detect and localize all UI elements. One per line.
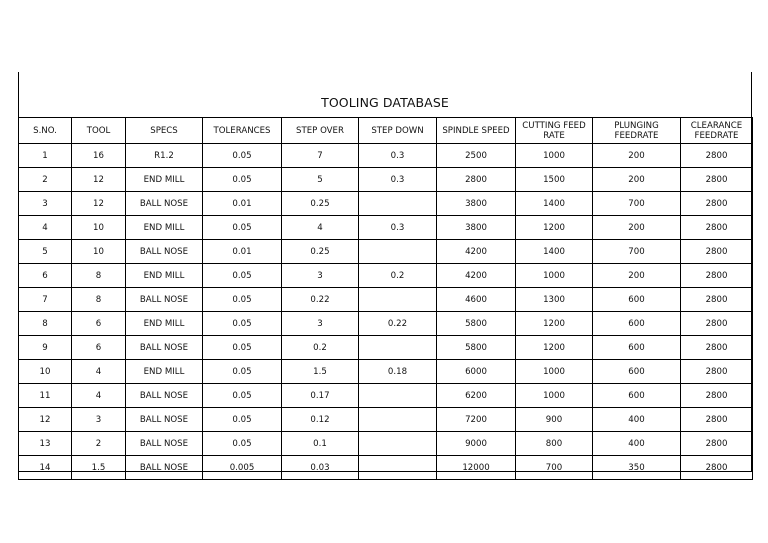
cell-tolerances: 0.05 (203, 384, 282, 408)
cell-tool: 6 (72, 312, 126, 336)
cell-cutting-feed-rate: 1000 (516, 144, 593, 168)
cell-specs: END MILL (126, 168, 203, 192)
cell-clearance-feedrate: 2800 (681, 240, 753, 264)
cell-spindle-speed: 5800 (437, 312, 516, 336)
cell-sno: 1 (19, 144, 72, 168)
cell-tolerances: 0.05 (203, 264, 282, 288)
cell-step-over: 0.1 (282, 432, 359, 456)
cell-tool: 6 (72, 336, 126, 360)
cell-spindle-speed: 12000 (437, 456, 516, 480)
header-row (19, 118, 753, 144)
column-header-step-down: STEP DOWN (359, 118, 437, 144)
cell-sno: 13 (19, 432, 72, 456)
cell-spindle-speed: 4200 (437, 264, 516, 288)
cell-tolerances: 0.05 (203, 144, 282, 168)
cell-step-down (359, 384, 437, 408)
cell-clearance-feedrate: 2800 (681, 408, 753, 432)
cell-plunging-feedrate: 200 (593, 216, 681, 240)
cell-tolerances: 0.05 (203, 408, 282, 432)
cell-sno: 2 (19, 168, 72, 192)
cell-plunging-feedrate: 600 (593, 288, 681, 312)
cell-specs: END MILL (126, 216, 203, 240)
table-row (19, 456, 753, 480)
cell-tool: 10 (72, 216, 126, 240)
cell-step-down: 0.22 (359, 312, 437, 336)
cell-specs: BALL NOSE (126, 432, 203, 456)
cell-clearance-feedrate: 2800 (681, 288, 753, 312)
cell-spindle-speed: 4200 (437, 240, 516, 264)
cell-tool: 10 (72, 240, 126, 264)
cell-step-over: 0.25 (282, 240, 359, 264)
cell-plunging-feedrate: 600 (593, 312, 681, 336)
cell-step-over: 0.2 (282, 336, 359, 360)
cell-specs: END MILL (126, 264, 203, 288)
cell-sno: 11 (19, 384, 72, 408)
cell-specs: BALL NOSE (126, 192, 203, 216)
cell-spindle-speed: 9000 (437, 432, 516, 456)
column-header-step-over: STEP OVER (282, 118, 359, 144)
cell-step-down: 0.3 (359, 216, 437, 240)
cell-tolerances: 0.05 (203, 360, 282, 384)
cell-sno: 8 (19, 312, 72, 336)
cell-specs: END MILL (126, 360, 203, 384)
cell-specs: BALL NOSE (126, 288, 203, 312)
column-header-cutting-feed-rate: CUTTING FEED RATE (516, 118, 593, 144)
table-row (19, 384, 753, 408)
cell-step-over: 7 (282, 144, 359, 168)
cell-step-over: 0.12 (282, 408, 359, 432)
table-row (19, 288, 753, 312)
cell-spindle-speed: 3800 (437, 216, 516, 240)
cell-tolerances: 0.01 (203, 240, 282, 264)
cell-step-down (359, 192, 437, 216)
cell-cutting-feed-rate: 1500 (516, 168, 593, 192)
cell-step-down: 0.2 (359, 264, 437, 288)
cell-step-over: 5 (282, 168, 359, 192)
cell-sno: 10 (19, 360, 72, 384)
cell-specs: BALL NOSE (126, 240, 203, 264)
cell-clearance-feedrate: 2800 (681, 216, 753, 240)
cell-step-down: 0.3 (359, 168, 437, 192)
cell-tool: 12 (72, 168, 126, 192)
cell-cutting-feed-rate: 1400 (516, 192, 593, 216)
cell-clearance-feedrate: 2800 (681, 360, 753, 384)
cell-tolerances: 0.05 (203, 336, 282, 360)
column-header-plunging-feedrate: PLUNGING FEEDRATE (593, 118, 681, 144)
cell-specs: BALL NOSE (126, 456, 203, 480)
column-header-tolerances: TOLERANCES (203, 118, 282, 144)
cell-specs: R1.2 (126, 144, 203, 168)
cell-tool: 3 (72, 408, 126, 432)
cell-step-down (359, 408, 437, 432)
cell-tolerances: 0.01 (203, 192, 282, 216)
cell-plunging-feedrate: 400 (593, 432, 681, 456)
cell-step-down: 0.18 (359, 360, 437, 384)
cell-cutting-feed-rate: 1000 (516, 384, 593, 408)
cell-sno: 4 (19, 216, 72, 240)
cell-plunging-feedrate: 200 (593, 168, 681, 192)
cell-spindle-speed: 7200 (437, 408, 516, 432)
cell-clearance-feedrate: 2800 (681, 168, 753, 192)
table-row (19, 264, 753, 288)
column-header-tool: TOOL (72, 118, 126, 144)
table-row (19, 240, 753, 264)
cell-step-down: 0.3 (359, 144, 437, 168)
cell-step-over: 4 (282, 216, 359, 240)
cell-step-over: 0.22 (282, 288, 359, 312)
cell-cutting-feed-rate: 700 (516, 456, 593, 480)
cell-step-down (359, 456, 437, 480)
cell-tool: 4 (72, 360, 126, 384)
cell-sno: 7 (19, 288, 72, 312)
table-row (19, 168, 753, 192)
cell-sno: 5 (19, 240, 72, 264)
cell-tool: 16 (72, 144, 126, 168)
table-row (19, 408, 753, 432)
cell-cutting-feed-rate: 1300 (516, 288, 593, 312)
cell-plunging-feedrate: 200 (593, 144, 681, 168)
cell-cutting-feed-rate: 900 (516, 408, 593, 432)
cell-specs: BALL NOSE (126, 336, 203, 360)
cell-tool: 8 (72, 288, 126, 312)
cell-clearance-feedrate: 2800 (681, 456, 753, 480)
cell-step-over: 1.5 (282, 360, 359, 384)
cell-spindle-speed: 6000 (437, 360, 516, 384)
cell-plunging-feedrate: 600 (593, 336, 681, 360)
cell-sno: 14 (19, 456, 72, 480)
table-header (19, 118, 753, 144)
cell-clearance-feedrate: 2800 (681, 192, 753, 216)
cell-cutting-feed-rate: 1200 (516, 216, 593, 240)
cell-spindle-speed: 6200 (437, 384, 516, 408)
tooling-database-sheet (18, 72, 752, 472)
table-row (19, 192, 753, 216)
cell-clearance-feedrate: 2800 (681, 264, 753, 288)
cell-step-over: 3 (282, 312, 359, 336)
cell-cutting-feed-rate: 800 (516, 432, 593, 456)
cell-sno: 12 (19, 408, 72, 432)
cell-step-down (359, 288, 437, 312)
cell-tolerances: 0.05 (203, 312, 282, 336)
table-row (19, 312, 753, 336)
cell-tool: 12 (72, 192, 126, 216)
cell-spindle-speed: 4600 (437, 288, 516, 312)
tooling-table (18, 117, 753, 480)
cell-step-over: 0.25 (282, 192, 359, 216)
cell-clearance-feedrate: 2800 (681, 144, 753, 168)
cell-specs: END MILL (126, 312, 203, 336)
cell-spindle-speed: 2500 (437, 144, 516, 168)
column-header-spindle-speed: SPINDLE SPEED (437, 118, 516, 144)
cell-plunging-feedrate: 200 (593, 264, 681, 288)
cell-tolerances: 0.05 (203, 288, 282, 312)
cell-tool: 8 (72, 264, 126, 288)
cell-step-over: 0.17 (282, 384, 359, 408)
cell-cutting-feed-rate: 1200 (516, 336, 593, 360)
table-body (19, 144, 753, 480)
cell-tool: 4 (72, 384, 126, 408)
column-header-sno: S.NO. (19, 118, 72, 144)
cell-tolerances: 0.05 (203, 216, 282, 240)
cell-tolerances: 0.05 (203, 168, 282, 192)
cell-step-over: 0.03 (282, 456, 359, 480)
cell-clearance-feedrate: 2800 (681, 312, 753, 336)
table-row (19, 336, 753, 360)
cell-plunging-feedrate: 600 (593, 384, 681, 408)
cell-cutting-feed-rate: 1400 (516, 240, 593, 264)
cell-step-down (359, 336, 437, 360)
cell-cutting-feed-rate: 1000 (516, 360, 593, 384)
cell-sno: 3 (19, 192, 72, 216)
cell-clearance-feedrate: 2800 (681, 432, 753, 456)
cell-tool: 2 (72, 432, 126, 456)
cell-sno: 9 (19, 336, 72, 360)
table-row (19, 144, 753, 168)
cell-cutting-feed-rate: 1000 (516, 264, 593, 288)
cell-step-down (359, 432, 437, 456)
cell-cutting-feed-rate: 1200 (516, 312, 593, 336)
cell-clearance-feedrate: 2800 (681, 336, 753, 360)
cell-specs: BALL NOSE (126, 384, 203, 408)
cell-spindle-speed: 3800 (437, 192, 516, 216)
table-row (19, 360, 753, 384)
cell-spindle-speed: 2800 (437, 168, 516, 192)
cell-tolerances: 0.005 (203, 456, 282, 480)
cell-clearance-feedrate: 2800 (681, 384, 753, 408)
cell-plunging-feedrate: 400 (593, 408, 681, 432)
cell-plunging-feedrate: 700 (593, 192, 681, 216)
column-header-specs: SPECS (126, 118, 203, 144)
table-row (19, 432, 753, 456)
cell-plunging-feedrate: 600 (593, 360, 681, 384)
column-header-clearance-feedrate: CLEARANCE FEEDRATE (681, 118, 753, 144)
cell-plunging-feedrate: 350 (593, 456, 681, 480)
cell-tolerances: 0.05 (203, 432, 282, 456)
cell-step-over: 3 (282, 264, 359, 288)
cell-sno: 6 (19, 264, 72, 288)
cell-specs: BALL NOSE (126, 408, 203, 432)
cell-plunging-feedrate: 700 (593, 240, 681, 264)
table-row (19, 216, 753, 240)
cell-step-down (359, 240, 437, 264)
cell-spindle-speed: 5800 (437, 336, 516, 360)
table-title: TOOLING DATABASE (321, 95, 449, 110)
cell-tool: 1.5 (72, 456, 126, 480)
